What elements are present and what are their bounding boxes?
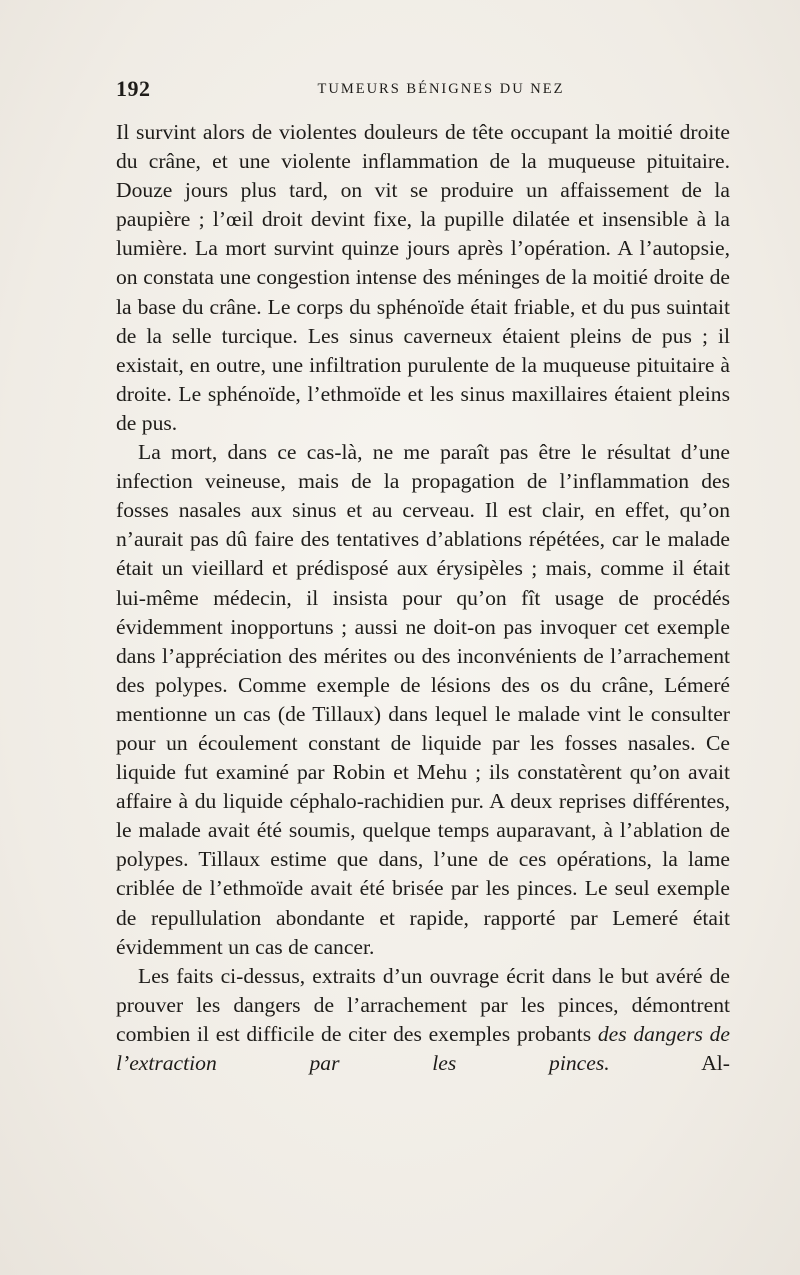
paragraph-3-italic: des dangers de l’extraction par les pinces. [116,1021,730,1075]
paragraph-3-text: Les faits ci-dessus, extraits d’un ouvrage écrit dans le but avéré de prouver les dangers de l’arrachement par les pinces, démontrent combien il est difficile de citer des exemples probants [116,963,730,1046]
body-text [116,118,730,1078]
running-head [116,76,730,104]
running-title: TUMEURS BÉNIGNES DU NEZ [317,81,565,97]
paragraph-3-continuation: Al- [609,1051,730,1075]
page-number: 192 [116,76,151,101]
paragraph-3 [116,962,730,1078]
paragraph-2: La mort, dans ce cas-là, ne me paraît pas être le résultat d’une infection veineuse, mais de la propagation de l’inflammation des fosses nasales aux sinus et au cerveau. Il est clair, en effet, qu’on n’aurait pas dû faire des tentatives d’ablations répétées, car le malade était un vieillard et prédisposé aux érysipèles ; mais, comme il était lui-même médecin, il insista pour qu’on fît usage de procédés évidemment inopportuns ; aussi ne doit-on pas invoquer cet exemple dans l’appréciation des mérites ou des inconvénients de l’arrachement des polypes. Comme exemple de lésions des os du crâne, Lémeré mentionne un cas (de Tillaux) dans lequel le malade vint le consulter pour un écoulement constant de liquide par les fosses nasales. Ce liquide fut examiné par Robin et Mehu ; ils constatèrent qu’on avait affaire à du liquide céphalo-rachidien pur. A deux reprises différentes, le malade avait été soumis, quelque temps auparavant, à l’ablation de polypes. Tillaux estime que dans, l’une de ces opérations, la lame criblée de l’ethmoïde avait été brisée par les pinces. Le seul exemple de repullulation abondante et rapide, rapporté par Lemeré était évidemment un cas de cancer. [116,440,730,959]
paragraph-1: Il survint alors de violentes douleurs de tête occupant la moitié droite du crâne, et une violente inflammation de la muqueuse pituitaire. Douze jours plus tard, on vit se produire un affaissement de la paupière ; l’œil droit devint fixe, la pupille dilatée et insensible à la lumière. La mort survint quinze jours après l’opération. A l’autopsie, on constata une congestion intense des méninges de la moitié droite de la base du crâne. Le corps du sphénoïde était friable, et du pus suintait de la selle turcique. Les sinus caverneux étaient pleins de pus ; il existait, en outre, une infiltration purulente de la muqueuse pituitaire à droite. Le sphénoïde, l’ethmoïde et les sinus maxillaires étaient pleins de pus. [116,120,730,435]
